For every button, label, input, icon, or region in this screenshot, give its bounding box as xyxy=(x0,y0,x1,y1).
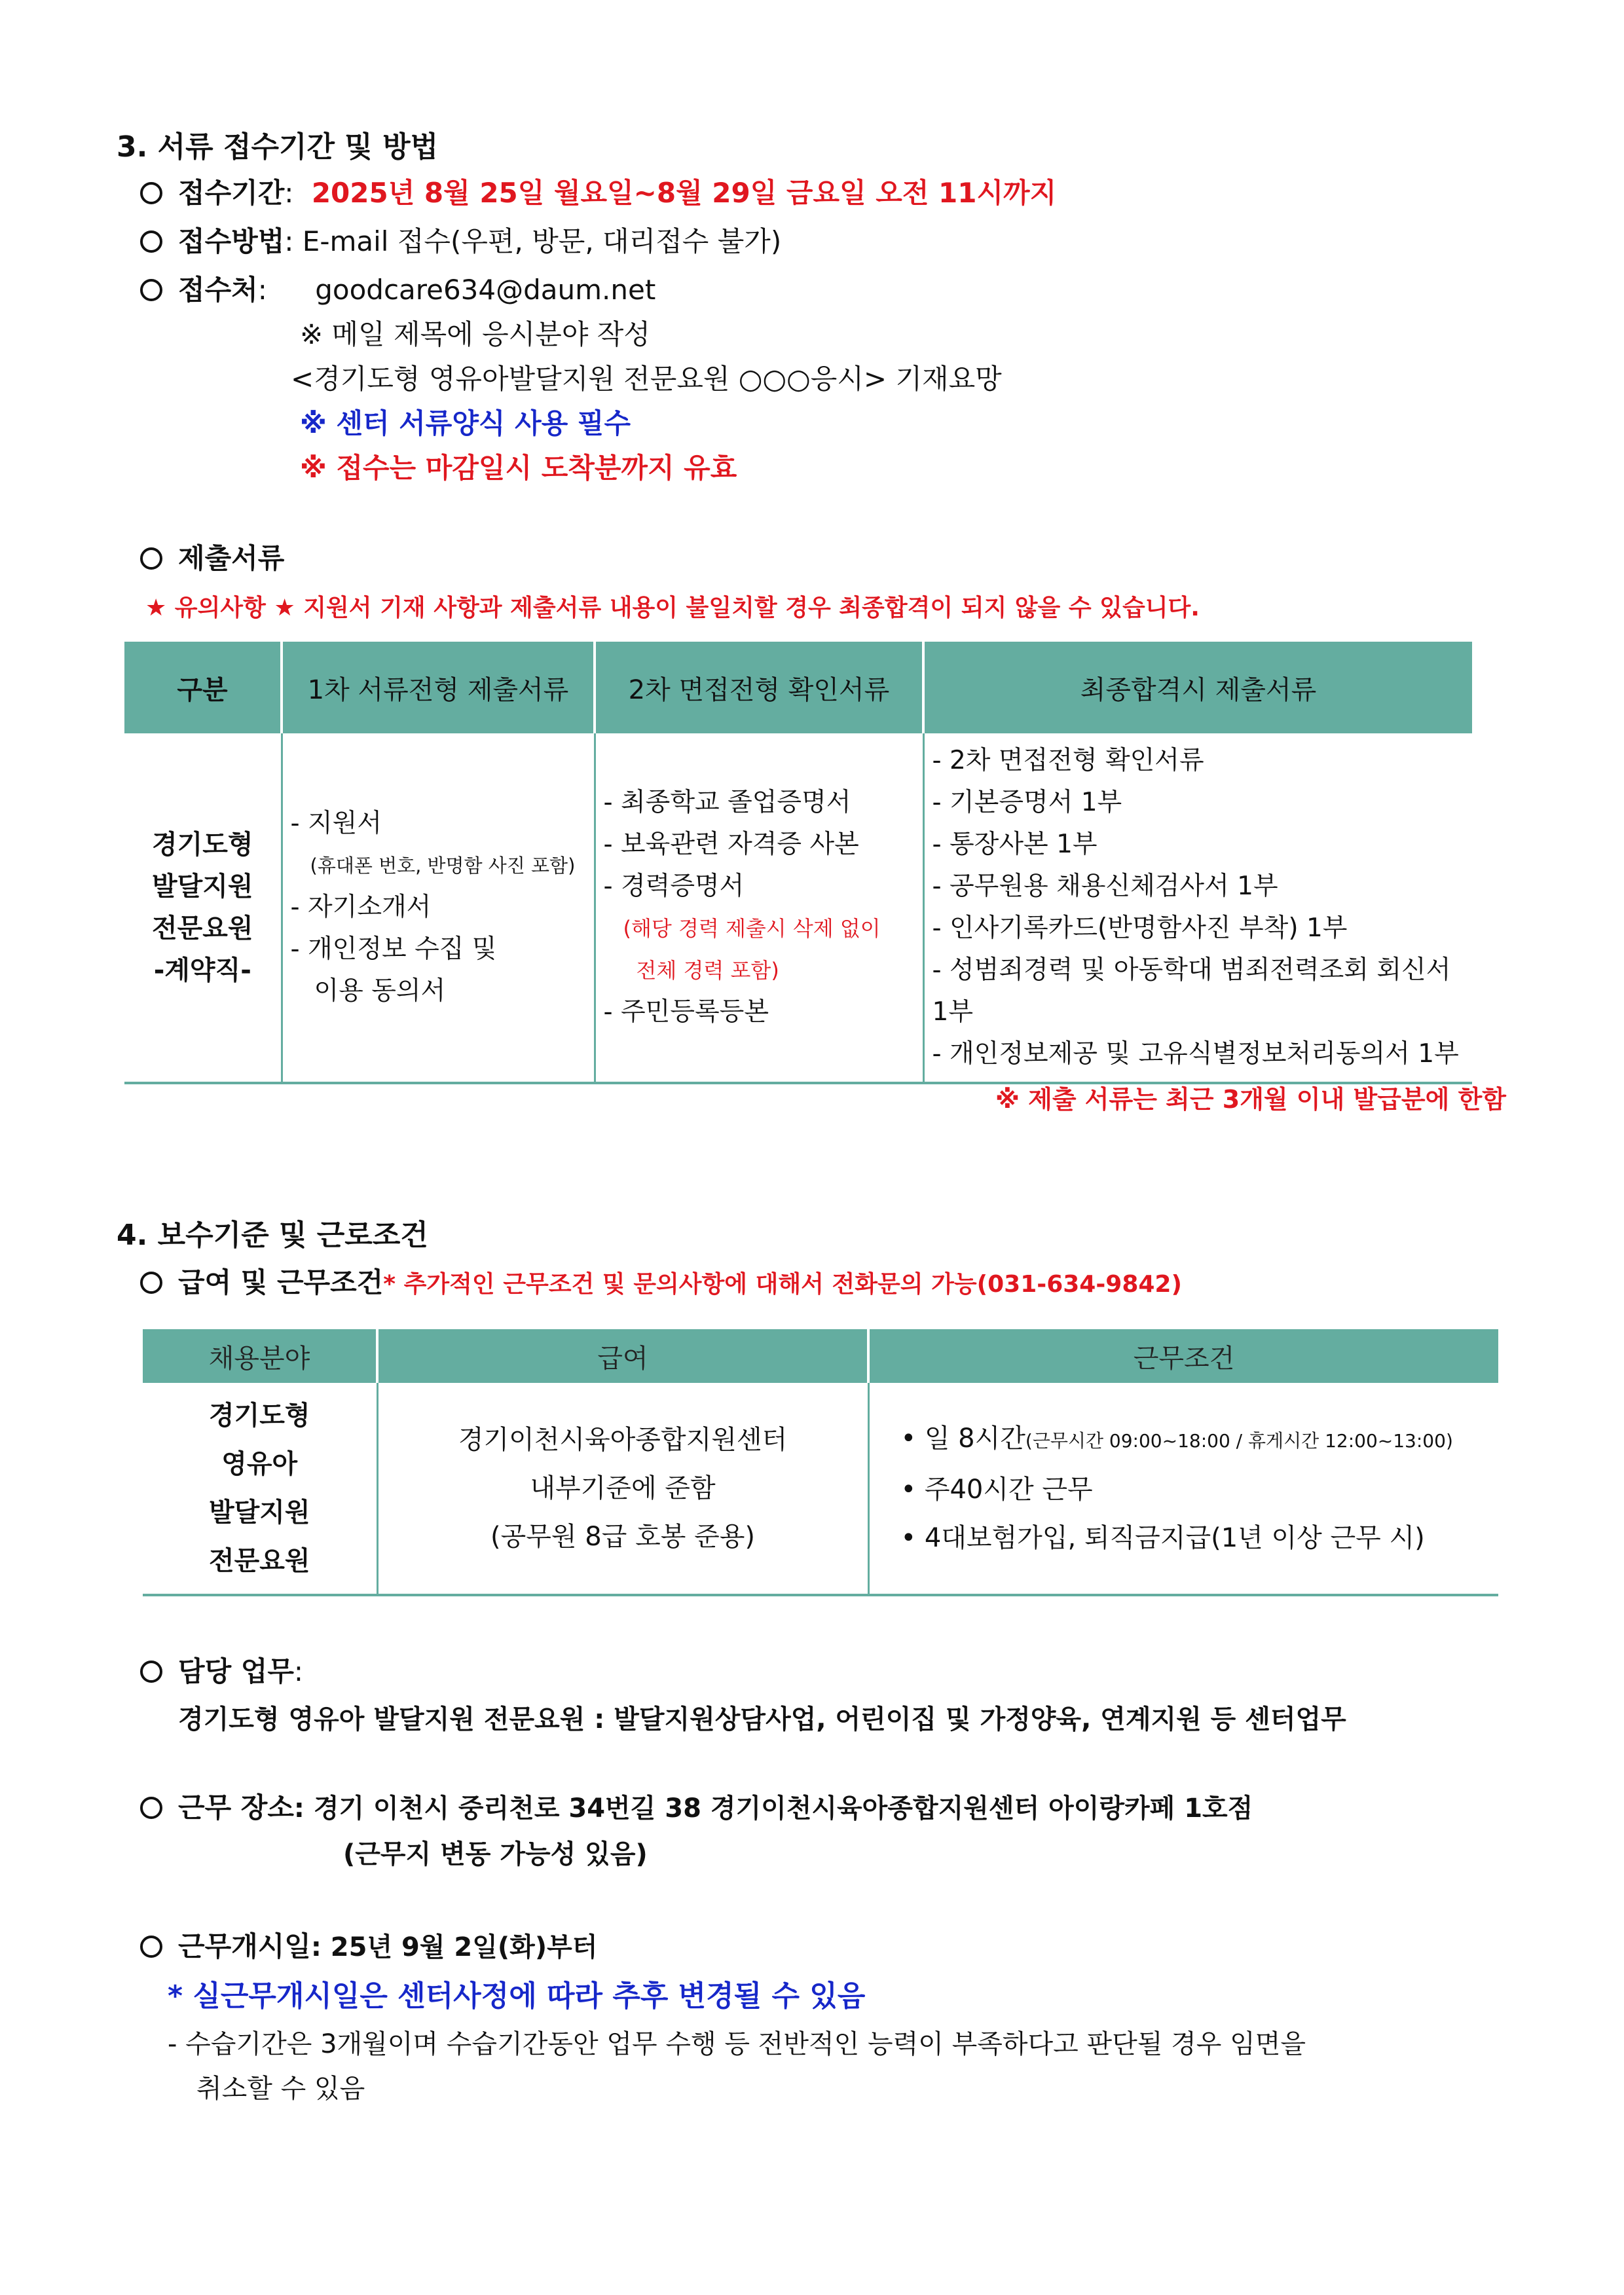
documents-table xyxy=(124,642,1472,1084)
salary-line: (공무원 8급 호봉 준용) xyxy=(490,1522,755,1552)
start-row xyxy=(140,1925,597,1964)
field-cell xyxy=(143,1383,377,1595)
duty-row xyxy=(140,1650,303,1689)
condition-text: 주40시간 근무 xyxy=(924,1475,1093,1505)
list-item: - 통장사본 1부 xyxy=(932,830,1098,859)
field-line: 영유아 xyxy=(221,1449,298,1479)
pay-table xyxy=(143,1329,1498,1596)
circle-bullet-icon xyxy=(140,547,162,570)
list-item: - 2차 면접전형 확인서류 xyxy=(932,746,1204,775)
start-value: : 25년 9월 2일(화)부터 xyxy=(310,1932,598,1962)
first-stage-cell xyxy=(282,733,595,1083)
table-header: 근무조건 xyxy=(868,1329,1498,1383)
field-line: 경기도형 xyxy=(208,1401,310,1431)
circle-bullet-icon xyxy=(140,1797,162,1819)
second-stage-cell xyxy=(595,733,923,1083)
table-header: 채용분야 xyxy=(143,1329,377,1383)
list-item-note: (해당 경력 제출시 삭제 없이 xyxy=(623,916,881,941)
duty-value: 경기도형 영유아 발달지원 전문요원 : 발달지원상담사업, 어린이집 및 가정양육, 연계지원 등 센터업무 xyxy=(178,1704,1346,1735)
circle-bullet-icon xyxy=(140,230,162,253)
documents-footnote: ※ 제출 서류는 최근 3개월 이내 발급분에 한함 xyxy=(995,1085,1506,1114)
condition-text: 4대보험가입, 퇴직금지급(1년 이상 근무 시) xyxy=(924,1523,1425,1553)
place-colon: : xyxy=(257,274,267,306)
list-item: - 성범죄경력 및 아동학대 범죄전력조회 회신서 1부 xyxy=(932,955,1451,1027)
table-row xyxy=(124,733,1472,1083)
probation-line-1: - 수습기간은 3개월이며 수습기간동안 업무 수행 등 전반적인 능력이 부족하다고 판단될 경우 임면을 xyxy=(168,2029,1306,2059)
documents-warning: ★ 유의사항 ★ 지원서 기재 사항과 제출서류 내용이 불일치할 경우 최종합격이 되지 않을 수 있습니다. xyxy=(145,595,1200,621)
list-item: - 경력증명서 xyxy=(603,872,745,901)
condition-detail: (근무시간 09:00~18:00 / 휴게시간 12:00~13:00) xyxy=(1025,1430,1453,1452)
category-line: 경기도형 xyxy=(151,830,253,860)
table-header: 1차 서류전형 제출서류 xyxy=(282,642,595,733)
method-label: 접수방법 xyxy=(178,225,285,257)
note-deadline: ※ 접수는 마감일시 도착분까지 유효 xyxy=(300,452,737,484)
circle-bullet-icon xyxy=(140,1936,162,1958)
list-item: - 인사기록카드(반명함사진 부착) 1부 xyxy=(932,913,1348,943)
circle-bullet-icon xyxy=(140,182,162,204)
field-line: 전문요원 xyxy=(208,1546,310,1576)
start-label: 근무개시일 xyxy=(178,1930,311,1962)
circle-bullet-icon xyxy=(140,1272,162,1294)
list-item-note: (휴대폰 번호, 반명함 사진 포함) xyxy=(310,854,576,877)
period-row xyxy=(140,172,1056,211)
table-header: 2차 면접전형 확인서류 xyxy=(595,642,923,733)
method-row xyxy=(140,220,781,259)
note-mail-format: <경기도형 영유아발달지원 전문요원 ○○○응시> 기재요망 xyxy=(291,363,1002,395)
work-place-note: (근무지 변동 가능성 있음) xyxy=(343,1839,648,1869)
section-3-title: 3. 서류 접수기간 및 방법 xyxy=(117,130,439,164)
category-cell xyxy=(124,733,282,1083)
conditions-cell xyxy=(868,1383,1498,1595)
circle-bullet-icon xyxy=(140,279,162,301)
section-4-title: 4. 보수기준 및 근로조건 xyxy=(117,1219,428,1252)
table-header: 구분 xyxy=(124,642,282,733)
method-value: : E-mail 접수(우편, 방문, 대리접수 불가) xyxy=(284,225,782,257)
condition-item: • 일 8시간(근무시간 09:00~18:00 / 휴게시간 12:00~13:00) xyxy=(900,1423,1453,1454)
list-item-note: 전체 경력 포함) xyxy=(636,958,779,983)
table-header: 최종합격시 제출서류 xyxy=(923,642,1472,733)
work-place-row xyxy=(140,1786,1253,1826)
list-item: - 자기소개서 xyxy=(290,892,432,922)
documents-row xyxy=(140,537,284,576)
field-line: 발달지원 xyxy=(208,1497,310,1528)
work-place-label: 근무 장소 xyxy=(178,1791,294,1824)
list-item: - 보육관련 자격증 사본 xyxy=(603,830,859,859)
list-item: - 최종학교 졸업증명서 xyxy=(603,788,851,817)
documents-title: 제출서류 xyxy=(178,542,285,574)
note-mail-subject: ※ 메일 제목에 응시분야 작성 xyxy=(300,318,650,350)
table-header: 급여 xyxy=(377,1329,868,1383)
salary-line: 경기이천시육아종합지원센터 xyxy=(458,1425,788,1455)
category-line: 전문요원 xyxy=(151,913,253,944)
period-value: 2025년 8월 25일 월요일~8월 29일 금요일 오전 11시까지 xyxy=(311,177,1057,209)
place-label: 접수처 xyxy=(178,274,258,306)
list-item: - 지원서 xyxy=(290,809,382,838)
duty-colon: : xyxy=(293,1655,304,1687)
pay-row xyxy=(140,1261,1182,1300)
final-stage-cell xyxy=(923,733,1472,1083)
salary-cell xyxy=(377,1383,868,1595)
list-item: - 기본증명서 1부 xyxy=(932,788,1122,817)
duty-label: 담당 업무 xyxy=(178,1655,294,1687)
email-address: goodcare634@daum.net xyxy=(315,274,656,306)
list-item: - 개인정보제공 및 고유식별정보처리동의서 1부 xyxy=(932,1039,1459,1069)
pay-label: 급여 및 근무조건 xyxy=(178,1266,384,1298)
pay-note: * 추가적인 근무조건 및 문의사항에 대해서 전화문의 가능(031-634-9842) xyxy=(383,1271,1182,1298)
circle-bullet-icon xyxy=(140,1661,162,1683)
condition-text: 일 8시간 xyxy=(924,1423,1025,1454)
probation-line-2: 취소할 수 있음 xyxy=(196,2074,365,2104)
salary-line: 내부기준에 준함 xyxy=(530,1473,716,1503)
period-label: 접수기간 xyxy=(178,177,285,209)
table-row xyxy=(143,1383,1498,1595)
note-form-required: ※ 센터 서류양식 사용 필수 xyxy=(300,407,631,439)
category-line: -계약직- xyxy=(153,955,251,985)
list-item: - 공무원용 채용신체검사서 1부 xyxy=(932,872,1278,901)
list-item: - 개인정보 수집 및 xyxy=(290,934,497,964)
period-colon: : xyxy=(284,177,294,209)
place-row xyxy=(140,268,655,308)
work-place-value: : 경기 이천시 중리천로 34번길 38 경기이천시육아종합지원센터 아이랑카페 1호점 xyxy=(293,1793,1253,1824)
start-note: * 실근무개시일은 센터사정에 따라 추후 변경될 수 있음 xyxy=(168,1979,866,2013)
category-line: 발달지원 xyxy=(151,872,253,902)
condition-item: • 4대보험가입, 퇴직금지급(1년 이상 근무 시) xyxy=(900,1523,1425,1553)
condition-item: • 주40시간 근무 xyxy=(900,1475,1093,1505)
list-item: - 주민등록등본 xyxy=(603,997,769,1027)
list-item-cont: 이용 동의서 xyxy=(314,976,446,1006)
